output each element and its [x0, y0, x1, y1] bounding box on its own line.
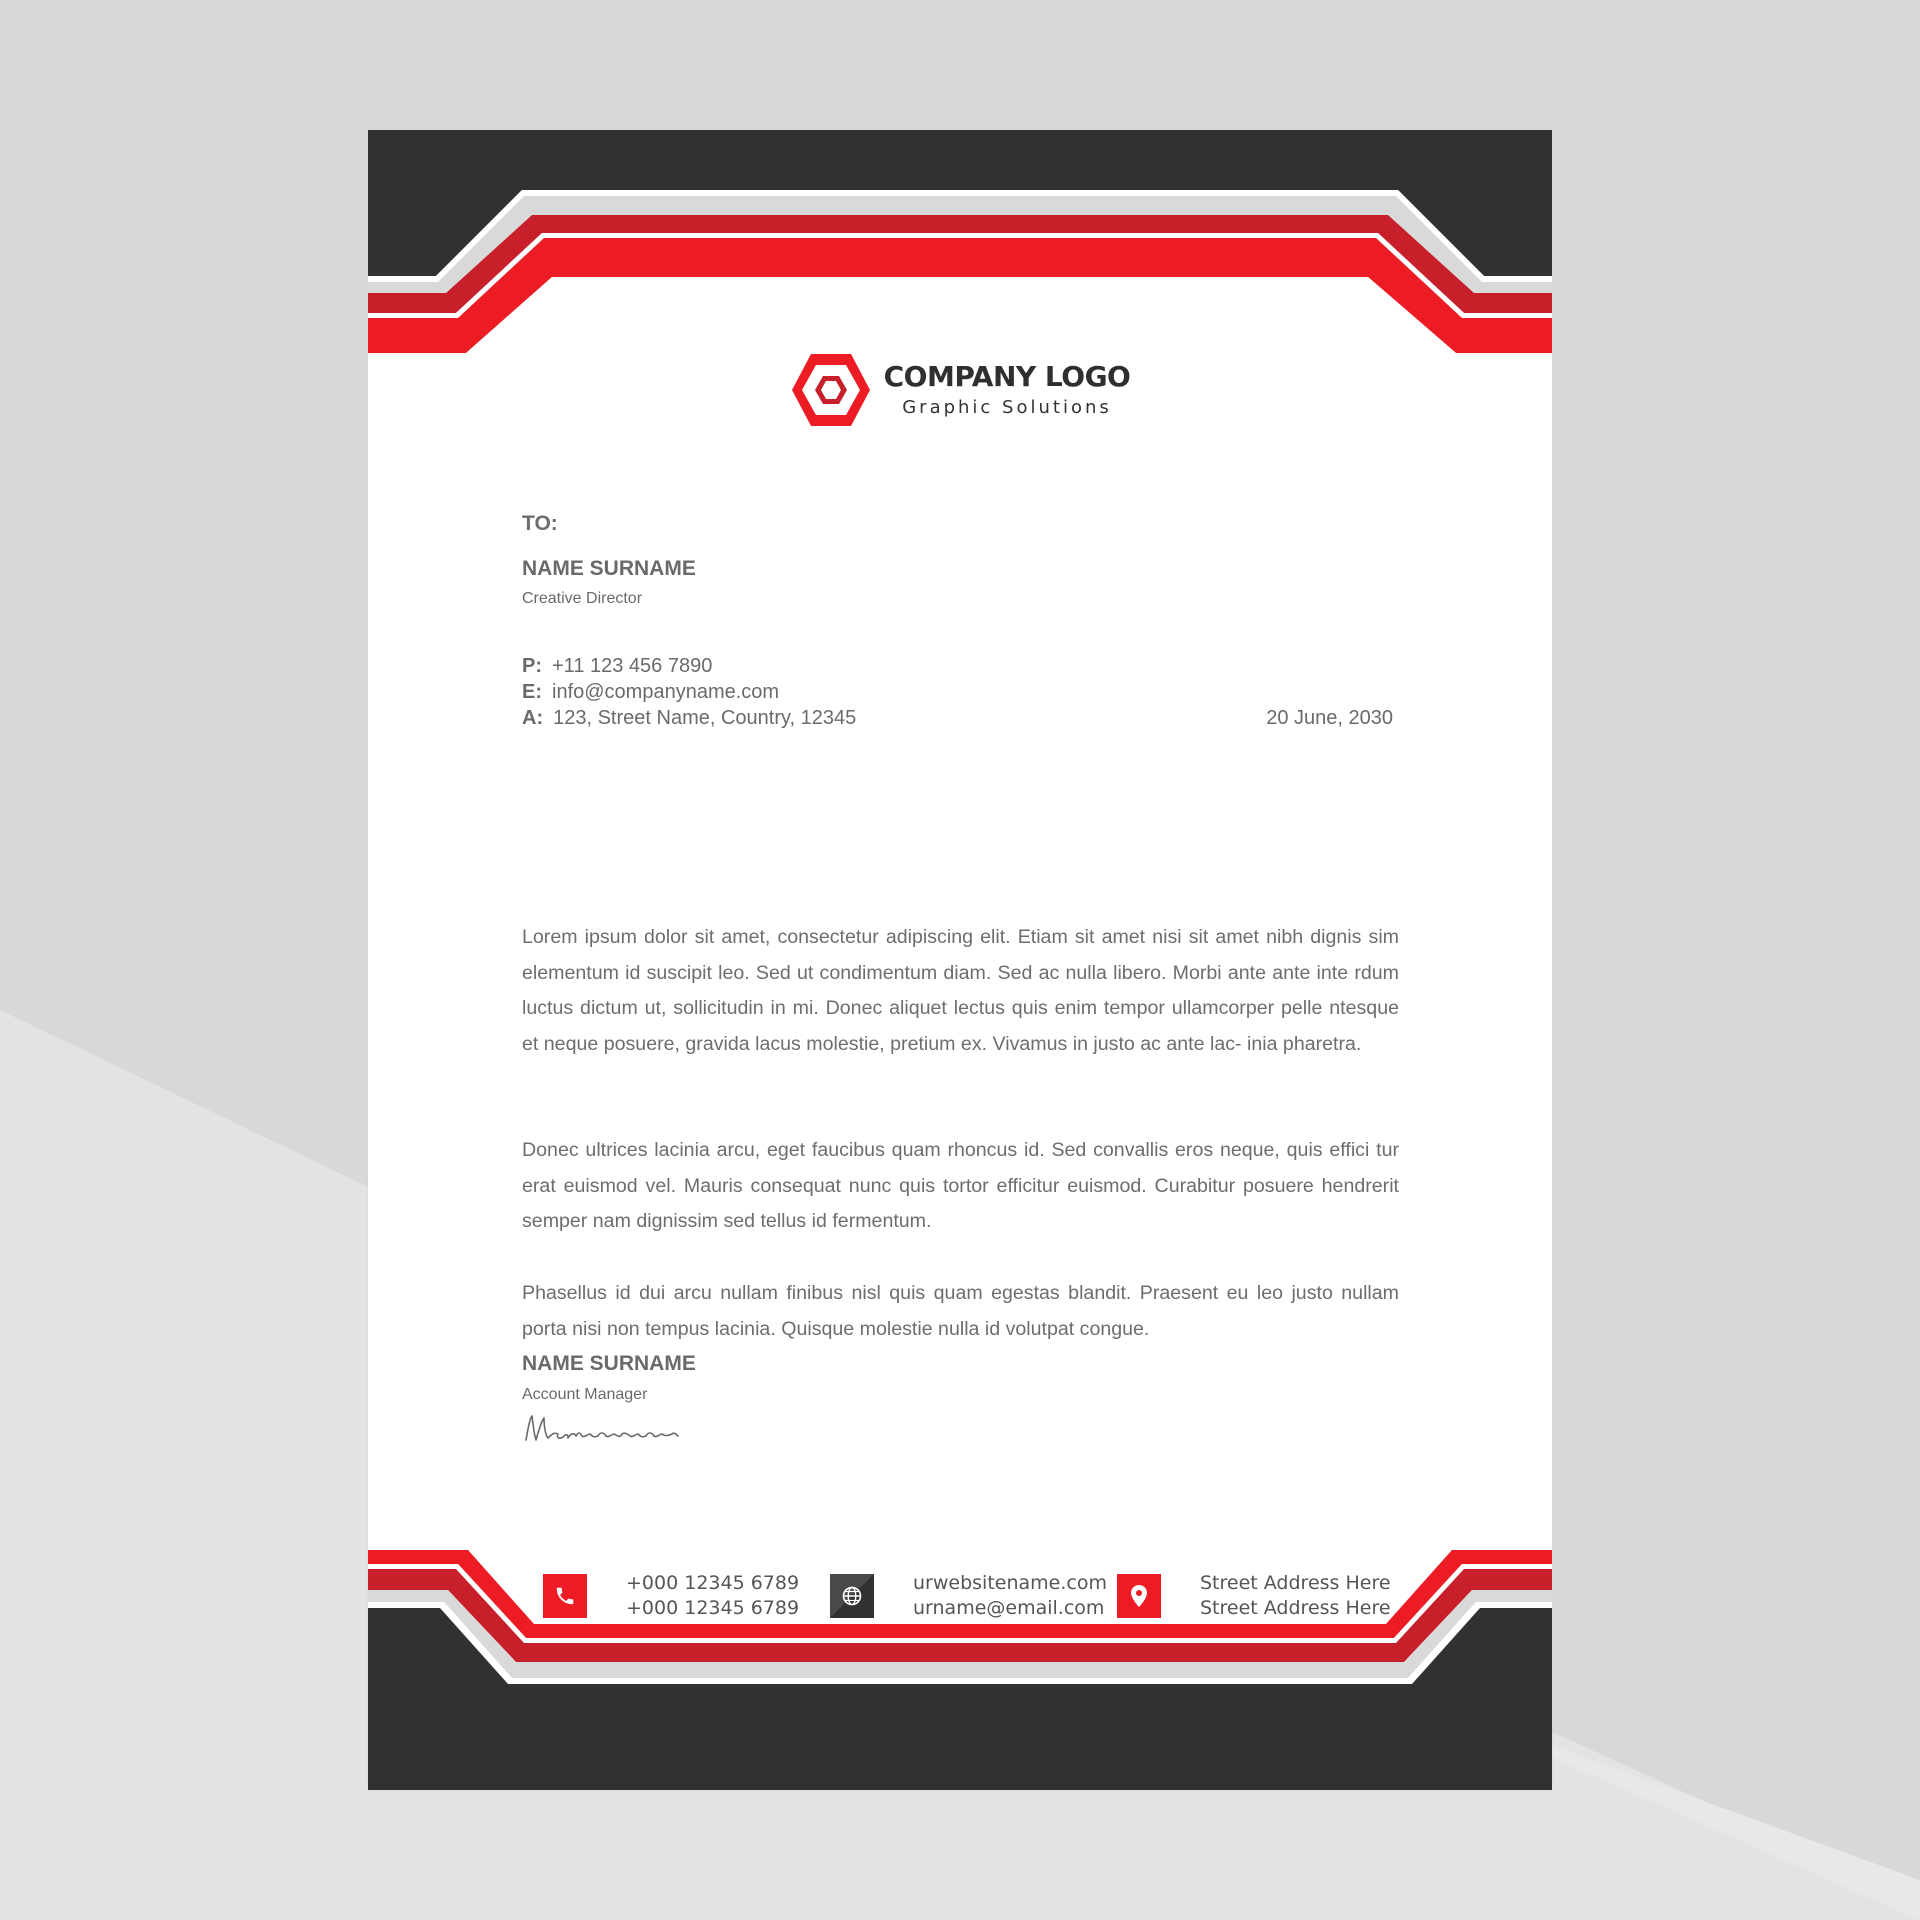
email-key: E: — [522, 681, 542, 703]
location-pin-icon — [1117, 1574, 1161, 1618]
footer-web — [830, 1571, 1107, 1621]
footer-phone-1: +000 12345 6789 — [626, 1572, 800, 1594]
body-paragraph-1: Lorem ipsum dolor sit amet, consectetur adipiscing elit. Etiam sit amet nisi sit amet nibh dignis sim elementum id suscipit leo. Sed ut condimentum diam. Sed ac nulla libero. Morbi ante ante inte rdum luctus dictum ut, sollicitudin in mi. Donec aliquet lectus quis enim tempor ullamcorper pelle ntesque et neque posuere, gravida lacus molestie, pretium ex. Vivamus in justo ac ante lac- inia pharetra. — [522, 926, 1399, 1055]
contact-email — [522, 681, 779, 704]
footer-phone — [543, 1571, 799, 1621]
footer-email: urname@email.com — [913, 1597, 1105, 1619]
phone-icon — [543, 1574, 587, 1618]
footer-address — [1117, 1571, 1391, 1621]
phone-value: +11 123 456 7890 — [552, 655, 713, 677]
body-paragraph-2: Donec ultrices lacinia arcu, eget faucibus quam rhoncus id. Sed convallis eros neque, quis effici tur erat euismod vel. Mauris consequat nunc quis tortor efficitur euismod. Curabitur posuere hendrerit semper nam dignissim sed tellus id fermentum. — [522, 1139, 1399, 1232]
company-logo — [368, 352, 1552, 428]
footer-website: urwebsitename.com — [913, 1572, 1107, 1594]
to-label: TO: — [522, 512, 558, 535]
letter-date: 20 June, 2030 — [1266, 707, 1393, 729]
globe-icon — [830, 1574, 874, 1618]
handwritten-signature — [522, 1410, 682, 1450]
contact-address — [522, 707, 856, 730]
footer-address-2: Street Address Here — [1200, 1597, 1391, 1619]
address-value: 123, Street Name, Country, 12345 — [553, 707, 857, 729]
header-decoration — [368, 130, 1552, 360]
company-tagline: Graphic Solutions — [902, 397, 1112, 418]
letterhead-page — [368, 130, 1552, 1790]
footer-phone-2: +000 12345 6789 — [626, 1597, 800, 1619]
company-name: COMPANY LOGO — [883, 360, 1131, 393]
sender-title: Account Manager — [522, 1386, 648, 1403]
hexagon-logo-icon — [790, 352, 872, 428]
recipient-name: NAME SURNAME — [522, 557, 696, 580]
footer-address-1: Street Address Here — [1200, 1572, 1391, 1594]
footer-contact-row — [368, 1571, 1552, 1631]
email-value: info@companyname.com — [552, 681, 780, 703]
body-paragraph-3: Phasellus id dui arcu nullam finibus nisl quis quam egestas blandit. Praesent eu leo justo nullam porta nisi non tempus lacinia. Quisque molestie nulla id volutpat congue. — [522, 1282, 1399, 1340]
recipient-title: Creative Director — [522, 590, 643, 607]
address-key: A: — [522, 707, 544, 729]
sender-name: NAME SURNAME — [522, 1352, 696, 1375]
contact-phone — [522, 655, 712, 678]
phone-key: P: — [522, 655, 542, 677]
